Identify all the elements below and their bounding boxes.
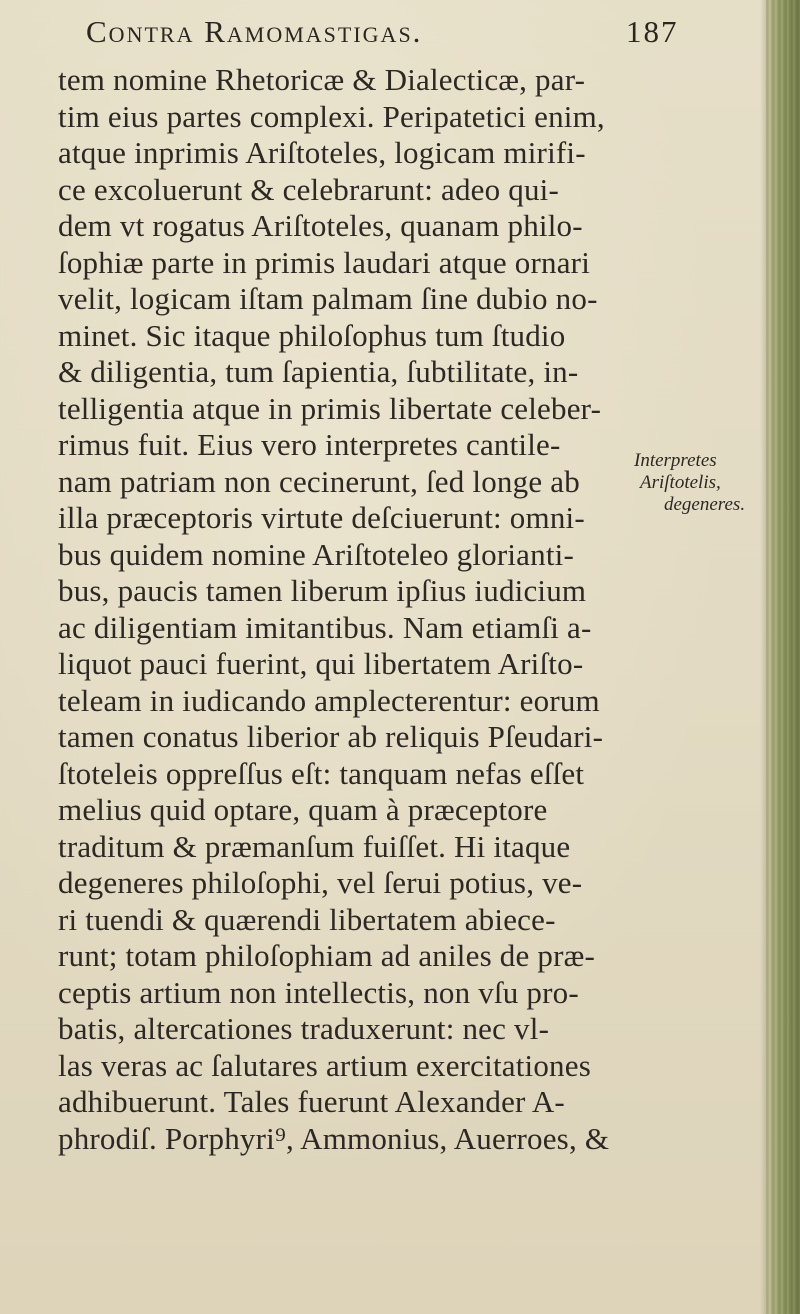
text-line: ceptis artium non intellectis, non vſu pro-	[58, 974, 579, 1010]
text-line: nam patriam non cecinerunt, ſed longe ab	[58, 463, 580, 499]
text-line: & diligentia, tum ſapientia, ſubtilitate, in-	[58, 354, 579, 389]
text-line: tim eius partes complexi. Peripatetici enim,	[58, 98, 605, 134]
text-line: rimus fuit. Eius vero interpretes cantile-	[58, 427, 561, 462]
text-line: ce excoluerunt & celebrarunt: adeo qui-	[58, 171, 559, 207]
text-line: ac diligentiam imitantibus. Nam etiamſi a-	[58, 609, 592, 645]
running-head	[86, 14, 726, 54]
text-line: bus, paucis tamen liberum ipſius iudicium	[58, 573, 587, 608]
text-line: runt; totam philoſophiam ad aniles de præ-	[58, 938, 596, 973]
text-line: velit, logicam iſtam palmam ſine dubio no-	[58, 281, 598, 316]
body-text	[58, 62, 638, 1157]
text-line: illa præceptoris virtute deſciuerunt: omni-	[58, 500, 585, 535]
text-line: liquot pauci fuerint, qui libertatem Ariſto-	[58, 646, 584, 681]
text-line: telligentia atque in primis libertate celeber-	[58, 390, 602, 426]
text-line: atque inprimis Ariſtoteles, logicam mirifi-	[58, 135, 586, 170]
marginal-note-line: degeneres.	[664, 494, 746, 515]
text-line: teleam in iudicando amplecterentur: eorum	[58, 682, 600, 718]
text-line: traditum & præmanſum fuiſſet. Hi itaque	[58, 828, 571, 864]
text-line: las veras ac ſalutares artium exercitationes	[58, 1047, 591, 1083]
marginal-note-line: Interpretes	[634, 450, 717, 471]
text-line: phrodiſ. Porphyri⁹, Ammonius, Auerroes, &	[58, 1120, 610, 1156]
text-line: batis, altercationes traduxerunt: nec vl-	[58, 1011, 550, 1046]
text-line: tamen conatus liberior ab reliquis Pſeudari-	[58, 719, 604, 754]
text-line: degeneres philoſophi, vel ſerui potius, ve-	[58, 865, 583, 900]
page-fold-shadow	[760, 0, 766, 1314]
text-line: ri tuendi & quærendi libertatem abiece-	[58, 901, 556, 937]
text-line: tem nomine Rhetoricæ & Dialecticæ, par-	[58, 62, 586, 97]
text-line: dem vt rogatus Ariſtoteles, quanam philo-	[58, 208, 583, 243]
running-head-title: Contra Ramomastigas.	[86, 14, 423, 49]
text-line: ſophiæ parte in primis laudari atque ornari	[58, 244, 591, 280]
text-line: adhibuerunt. Tales fuerunt Alexander A-	[58, 1084, 565, 1119]
page-number: 187	[626, 14, 679, 49]
text-line: ſtoteleis oppreſſus eſt: tanquam nefas eſſet	[58, 755, 585, 791]
text-line: bus quidem nomine Ariſtoteleo glorianti-	[58, 536, 574, 572]
text-line: minet. Sic itaque philoſophus tum ſtudio	[58, 317, 566, 353]
marginal-note	[634, 450, 784, 516]
page-edge-gutter	[766, 0, 800, 1314]
marginal-note-line: Ariſtotelis,	[640, 472, 721, 493]
text-line: melius quid optare, quam à præceptore	[58, 792, 548, 827]
